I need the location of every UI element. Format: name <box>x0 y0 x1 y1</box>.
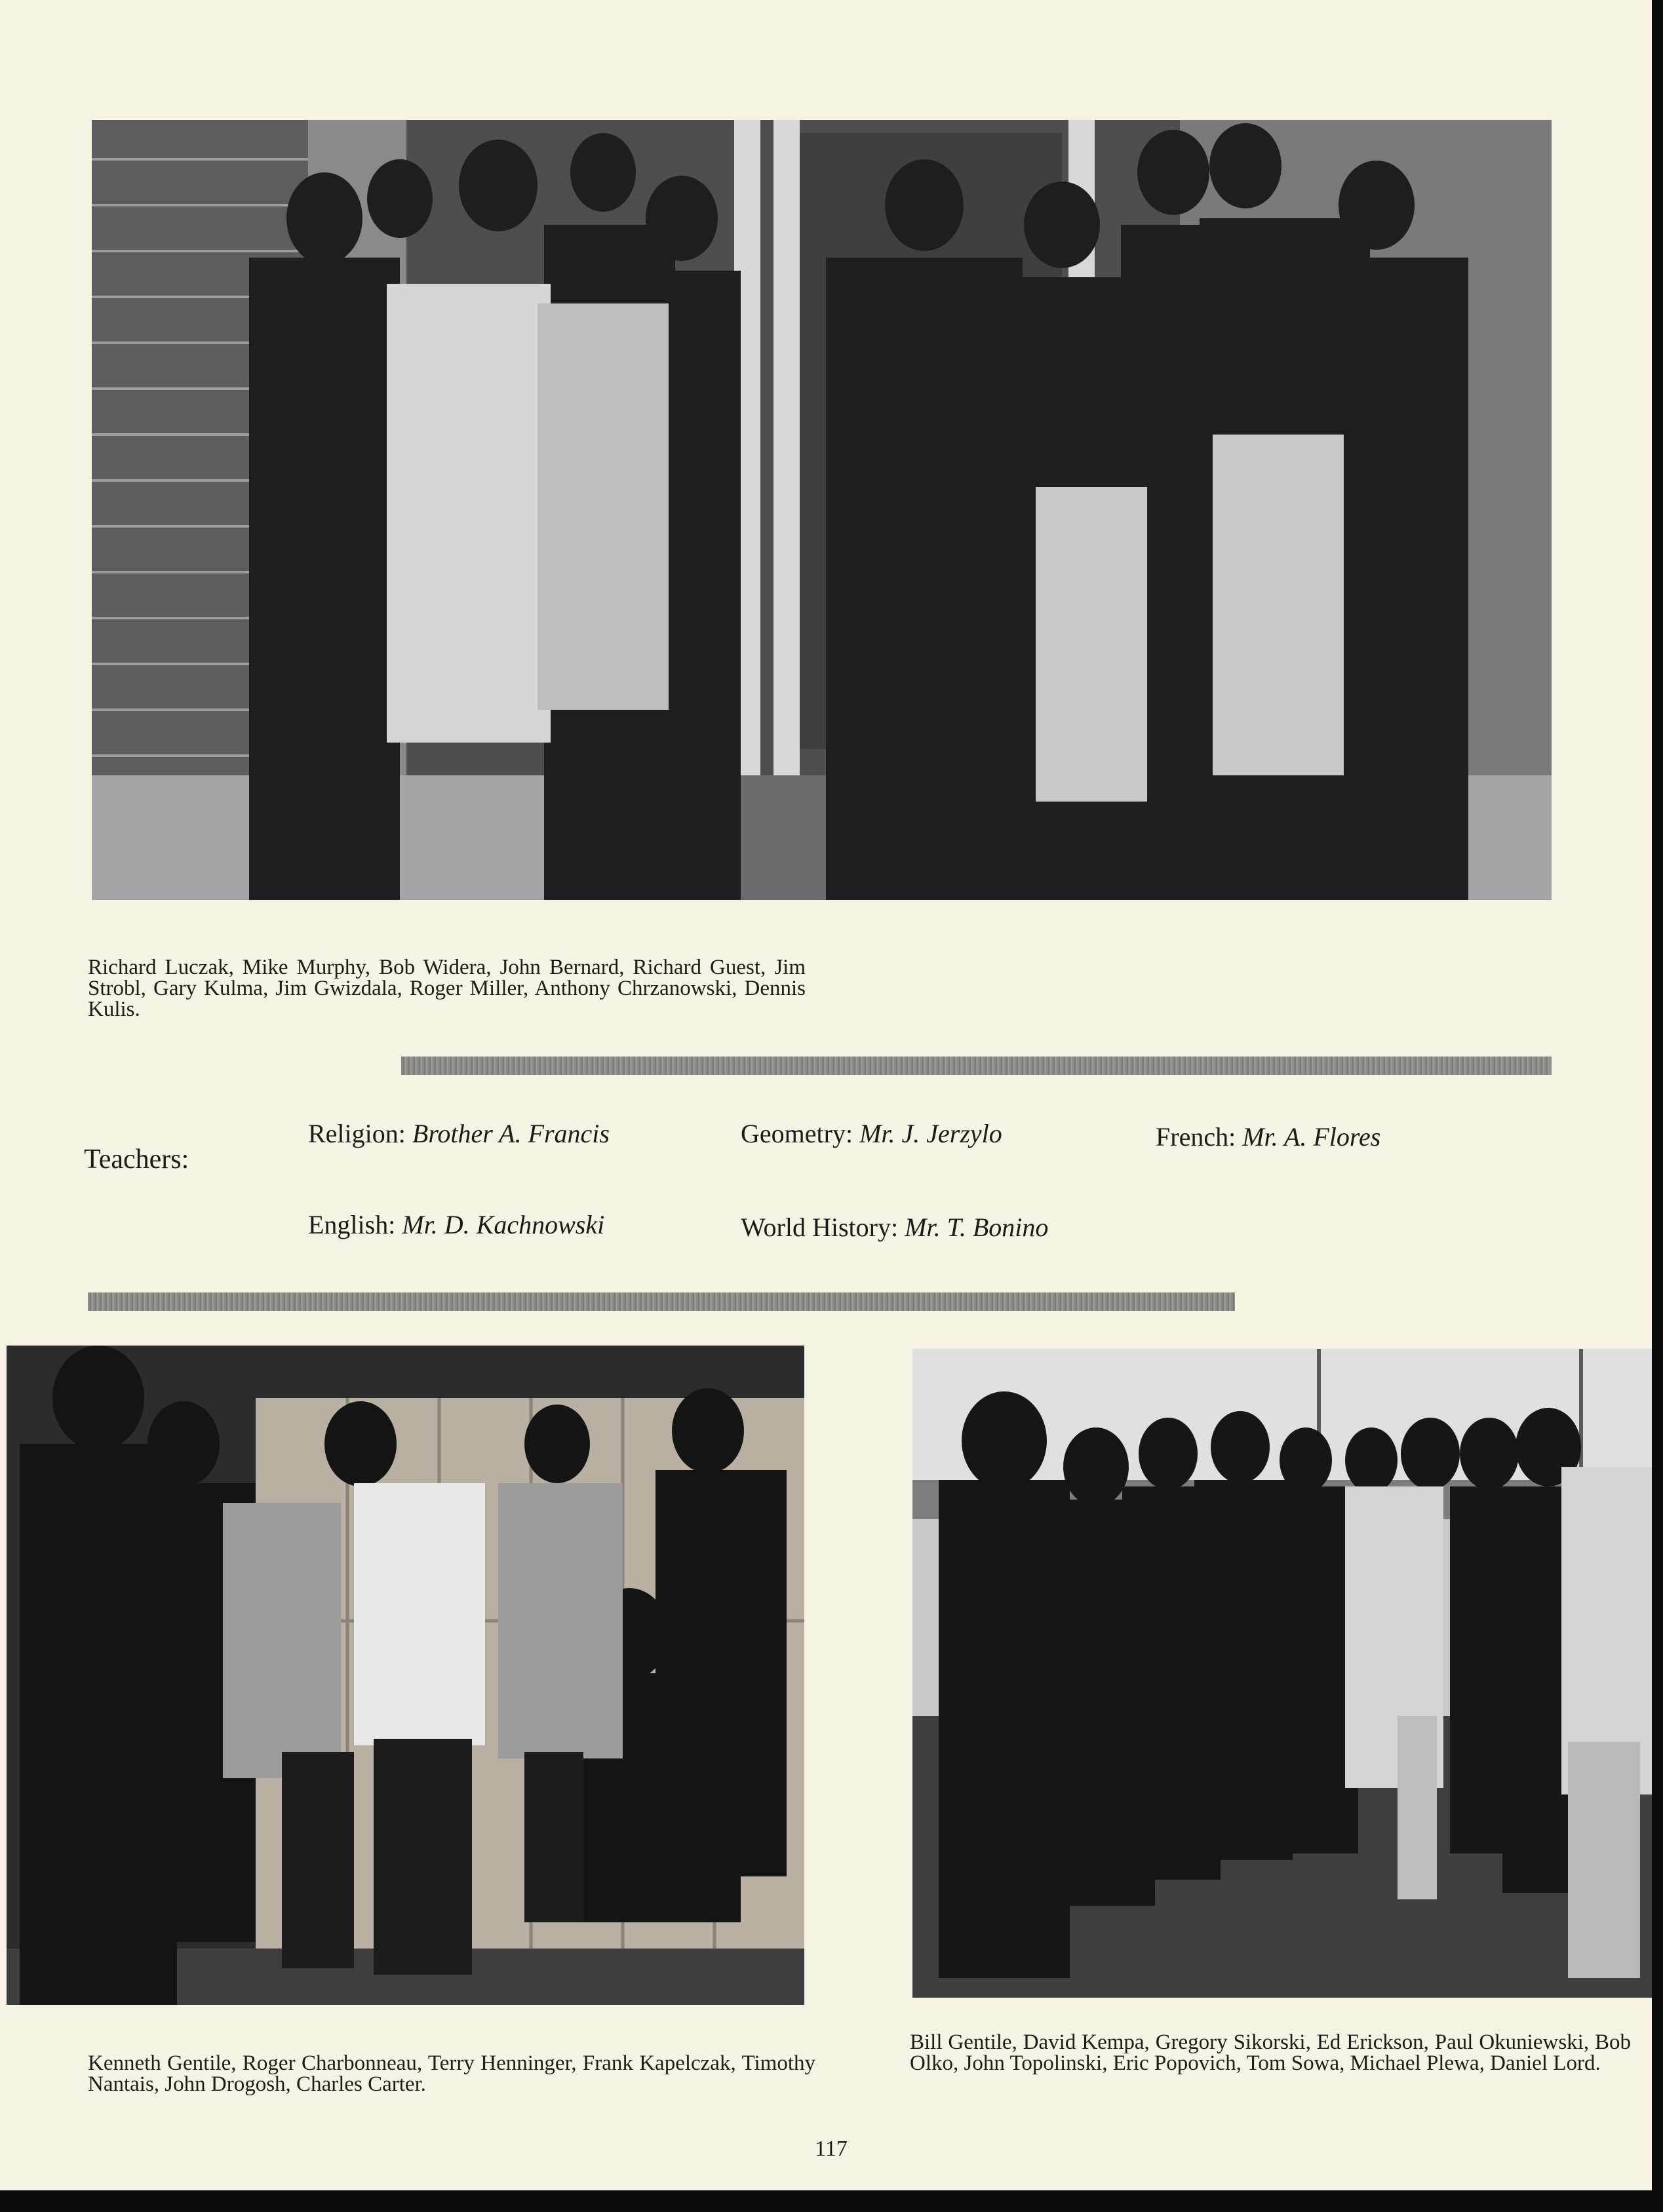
teacher-name: Mr. A. Flores <box>1242 1122 1381 1152</box>
doorway-caption: Richard Luczak, Mike Murphy, Bob Widera, John Bernard, Richard Guest, Jim Strobl, Gary Kulma, Jim Gwizdala, Roger Miller, Anthony Chrzanowski, Dennis Kulis. <box>88 956 806 1021</box>
teacher-english <box>308 1209 604 1240</box>
lockers-caption: Kenneth Gentile, Roger Charbonneau, Terry Henninger, Frank Kapelczak, Timothy Nantais, John Drogosh, Charles Carter. <box>88 2051 815 2096</box>
lockers-photo <box>7 1346 804 2005</box>
teacher-name: Mr. D. Kachnowski <box>402 1210 605 1239</box>
subject-label: Geometry: <box>741 1119 853 1148</box>
teacher-world-history <box>741 1212 1048 1243</box>
teacher-name: Mr. T. Bonino <box>905 1213 1049 1242</box>
subject-label: English: <box>308 1210 396 1239</box>
scan-edge-bottom <box>0 2190 1663 2212</box>
teacher-name: Mr. J. Jerzylo <box>859 1119 1002 1148</box>
doorway-photo <box>92 120 1552 900</box>
scan-edge-right <box>1652 0 1663 2212</box>
field-photo <box>912 1349 1652 1998</box>
doorway-photo-image <box>92 120 1552 900</box>
teacher-geometry <box>741 1118 1002 1149</box>
subject-label: World History: <box>741 1213 899 1242</box>
top-divider-rule <box>401 1057 1552 1075</box>
field-photo-image <box>912 1349 1652 1998</box>
teacher-french <box>1156 1121 1380 1152</box>
teacher-religion <box>308 1118 610 1149</box>
field-caption: Bill Gentile, David Kempa, Gregory Sikorski, Ed Erickson, Paul Okuniewski, Bob Olko, John Topolinski, Eric Popovich, Tom Sowa, Michael Plewa, Daniel Lord. <box>910 2030 1631 2075</box>
page-number: 117 <box>815 2137 848 2161</box>
lockers-photo-image <box>7 1346 804 2005</box>
teachers-label: Teachers: <box>84 1144 189 1174</box>
subject-label: Religion: <box>308 1119 406 1148</box>
teacher-name: Brother A. Francis <box>412 1119 610 1148</box>
subject-label: French: <box>1156 1122 1236 1152</box>
bottom-divider-rule <box>88 1292 1235 1311</box>
